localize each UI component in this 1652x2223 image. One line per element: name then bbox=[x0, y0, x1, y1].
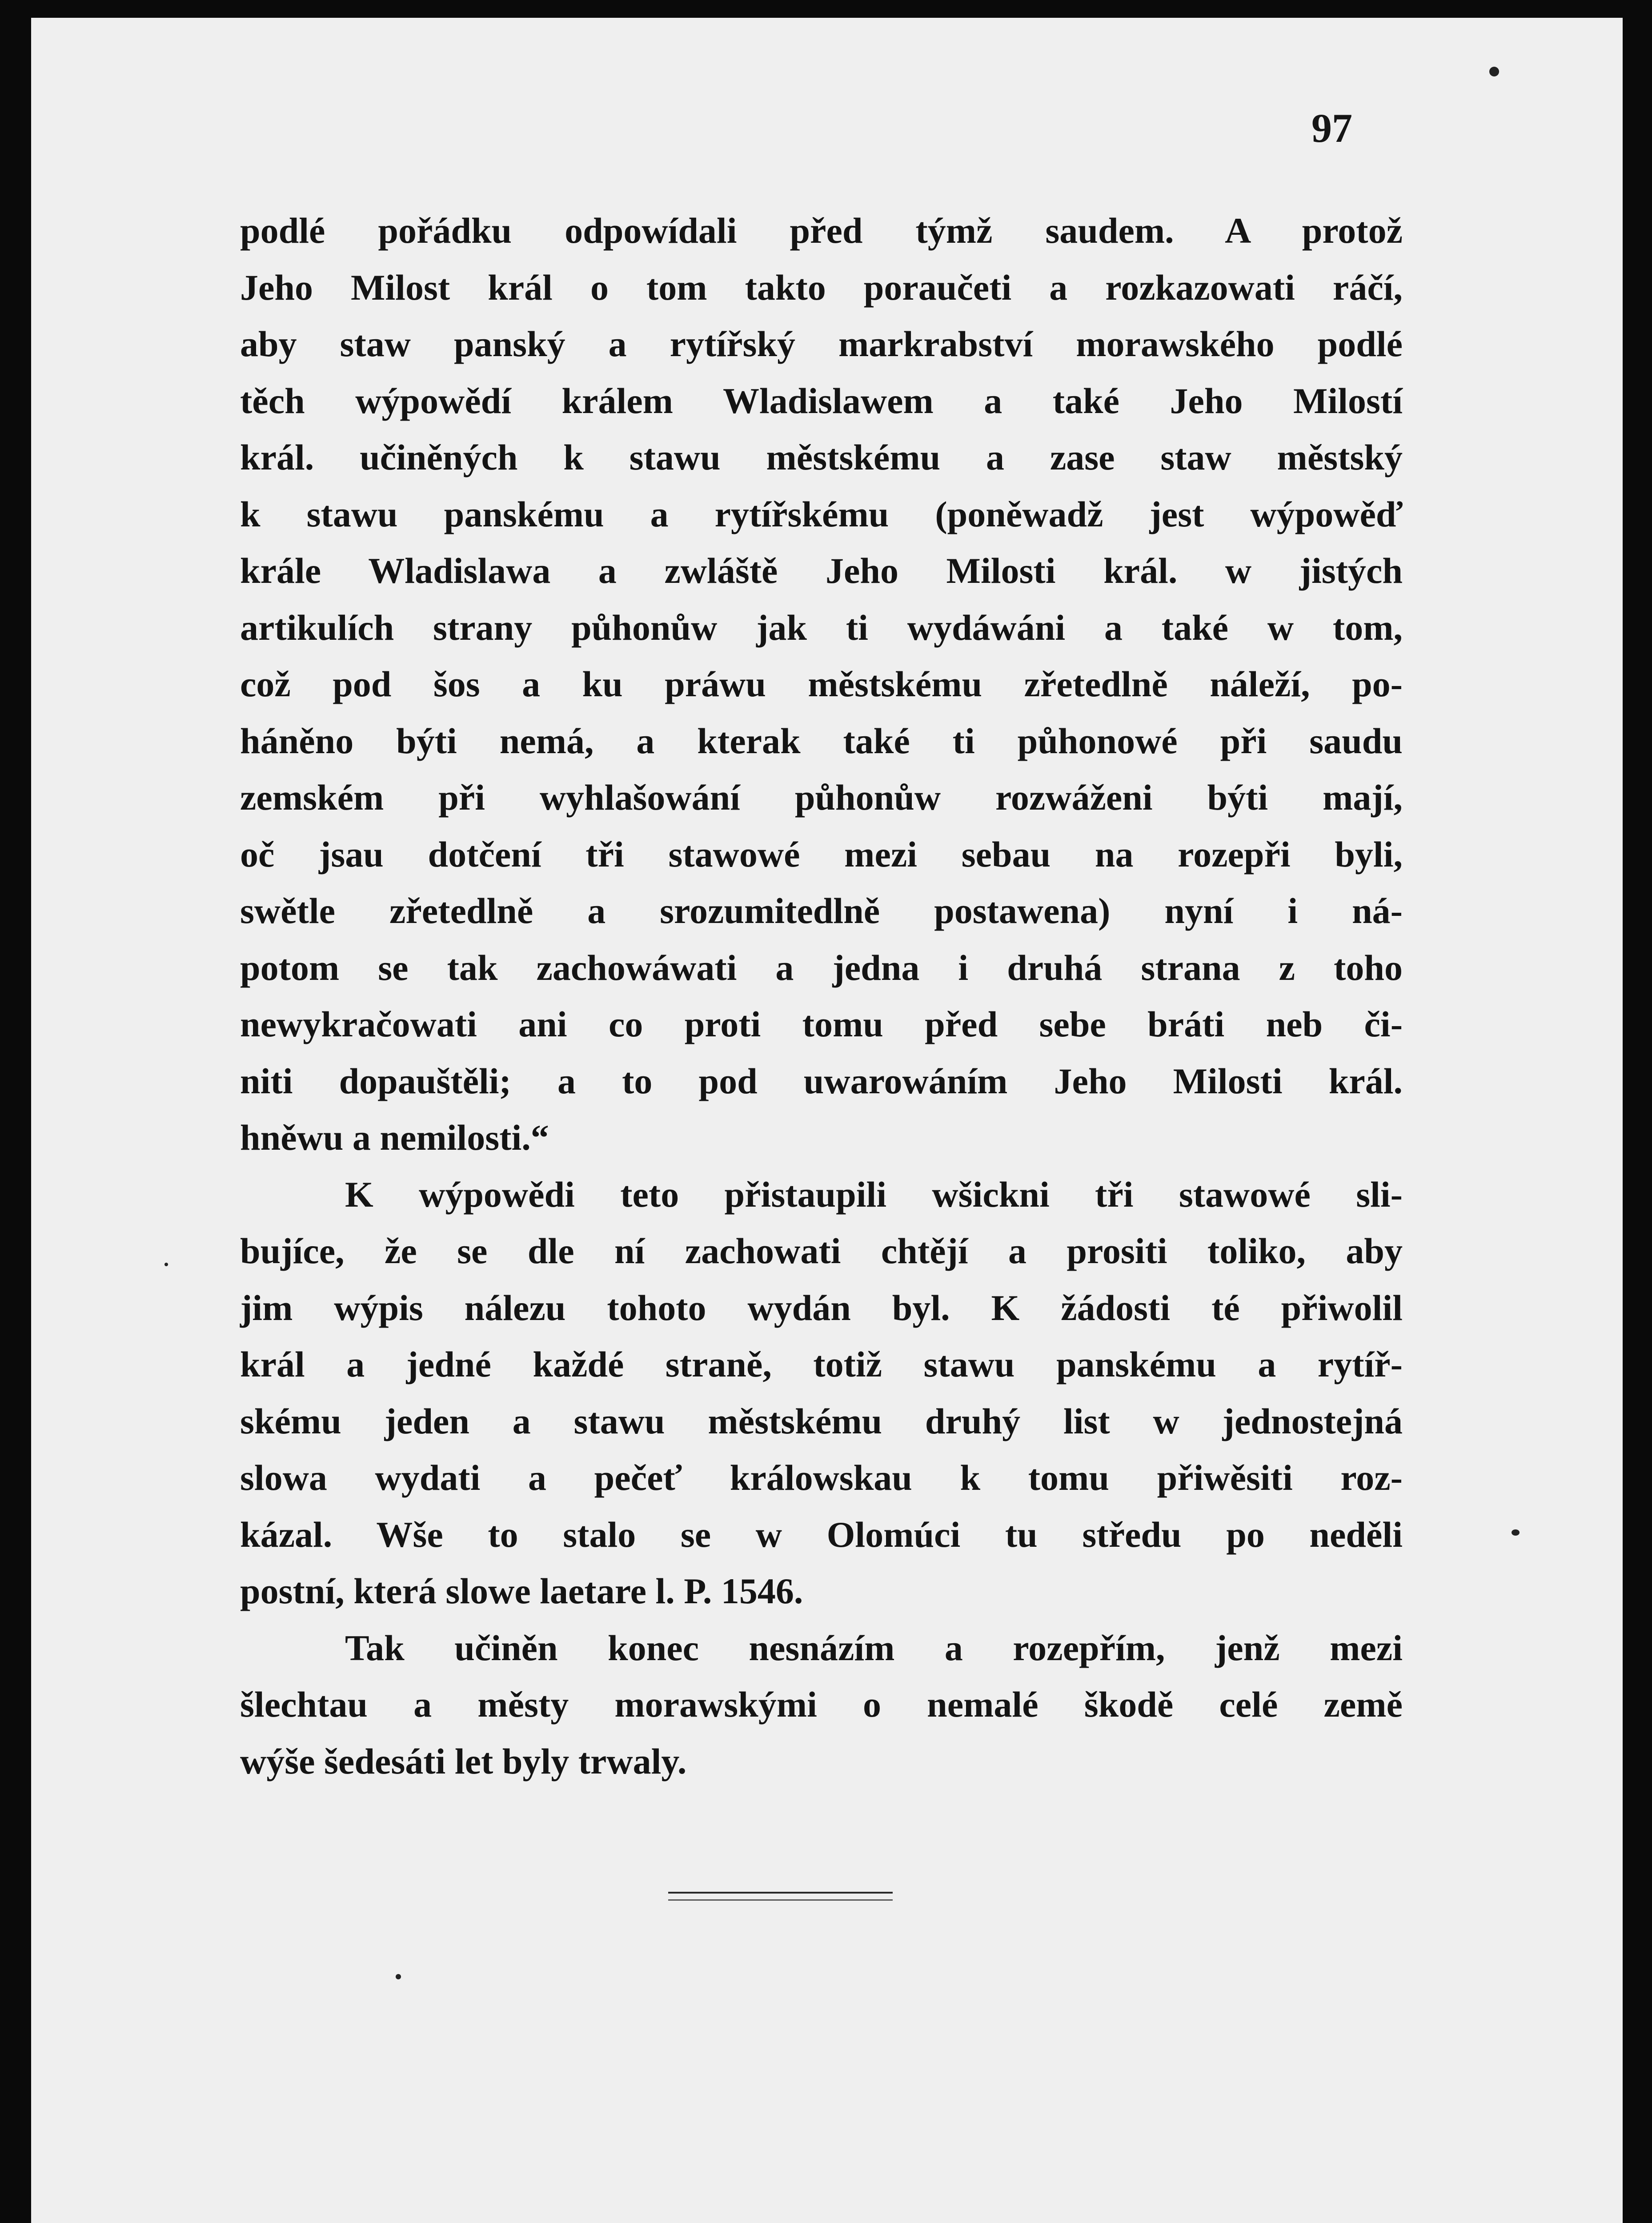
scan-speck bbox=[1512, 1529, 1520, 1536]
text-line: niti dopauštěli; a to pod uwarowáním Jeho Milosti král. bbox=[240, 1060, 1403, 1101]
text-line: kázal. Wše to stalo se w Olomúci tu středu po neděli bbox=[240, 1514, 1403, 1555]
text-line: oč jsau dotčení tři stawowé mezi sebau na rozepři byli, bbox=[240, 834, 1403, 875]
text-line: skému jeden a stawu městskému druhý list w jednostejná bbox=[240, 1400, 1403, 1441]
text-line: K wýpowědi teto přistaupili wšickni tři stawowé sli- bbox=[345, 1174, 1403, 1215]
section-divider-bottom bbox=[668, 1899, 893, 1901]
text-line: wýše šedesáti let byly trwaly. bbox=[240, 1741, 687, 1782]
text-line: král a jedné každé straně, totiž stawu panskému a rytíř- bbox=[240, 1344, 1403, 1384]
text-line: slowa wydati a pečeť králowskau k tomu přiwěsiti roz- bbox=[240, 1457, 1403, 1498]
page-number: 97 bbox=[1311, 105, 1352, 151]
paragraph-2 bbox=[240, 1166, 1403, 1620]
text-line: zemském při wyhlašowání půhonůw rozwáženi býti mají, bbox=[240, 777, 1403, 818]
text-line: potom se tak zachowáwati a jedna i druhá strana z toho bbox=[240, 947, 1403, 988]
scan-speck bbox=[164, 1263, 168, 1266]
text-line: k stawu panskému a rytířskému (poněwadž jest wýpowěď bbox=[240, 494, 1403, 534]
text-line: jim wýpis nálezu tohoto wydán byl. K žádosti té přiwolil bbox=[240, 1287, 1403, 1328]
body-text bbox=[240, 202, 1403, 1790]
text-line: těch wýpowědí králem Wladislawem a také Jeho Milostí bbox=[240, 380, 1403, 421]
text-line: Tak učiněn konec nesnázím a rozepřím, jenž mezi bbox=[345, 1627, 1403, 1668]
text-line: newykračowati ani co proti tomu před sebe bráti neb či- bbox=[240, 1004, 1403, 1044]
text-line: což pod šos a ku práwu městskému zřetedlně náleží, po- bbox=[240, 664, 1403, 704]
paragraph-3 bbox=[240, 1620, 1403, 1790]
scan-speck bbox=[1489, 67, 1499, 76]
text-line: bujíce, že se dle ní zachowati chtějí a prositi toliko, aby bbox=[240, 1231, 1403, 1271]
text-line: artikulích strany půhonůw jak ti wydáwáni a také w tom, bbox=[240, 607, 1403, 648]
text-line: háněno býti nemá, a kterak také ti půhonowé při saudu bbox=[240, 720, 1403, 761]
scan-speck bbox=[396, 1974, 401, 1979]
paragraph-1 bbox=[240, 202, 1403, 1166]
text-line: král. učiněných k stawu městskému a zase staw městský bbox=[240, 437, 1403, 478]
text-line: postní, která slowe laetare l. P. 1546. bbox=[240, 1571, 803, 1611]
text-line: podlé pořádku odpowídali před týmž saudem. A protož bbox=[240, 210, 1403, 251]
text-line: šlechtau a městy morawskými o nemalé škodě celé země bbox=[240, 1684, 1403, 1725]
text-line: Jeho Milost král o tom takto poraučeti a rozkazowati ráčí, bbox=[240, 267, 1403, 308]
text-line: krále Wladislawa a zwláště Jeho Milosti král. w jistých bbox=[240, 550, 1403, 591]
text-line: hněwu a nemilosti.“ bbox=[240, 1117, 549, 1158]
section-divider-top bbox=[668, 1892, 893, 1894]
text-line: aby staw panský a rytířský markrabství morawského podlé bbox=[240, 324, 1403, 364]
text-line: swětle zřetedlně a srozumitedlně postawena) nyní i ná- bbox=[240, 891, 1403, 931]
document-page bbox=[31, 18, 1623, 2223]
